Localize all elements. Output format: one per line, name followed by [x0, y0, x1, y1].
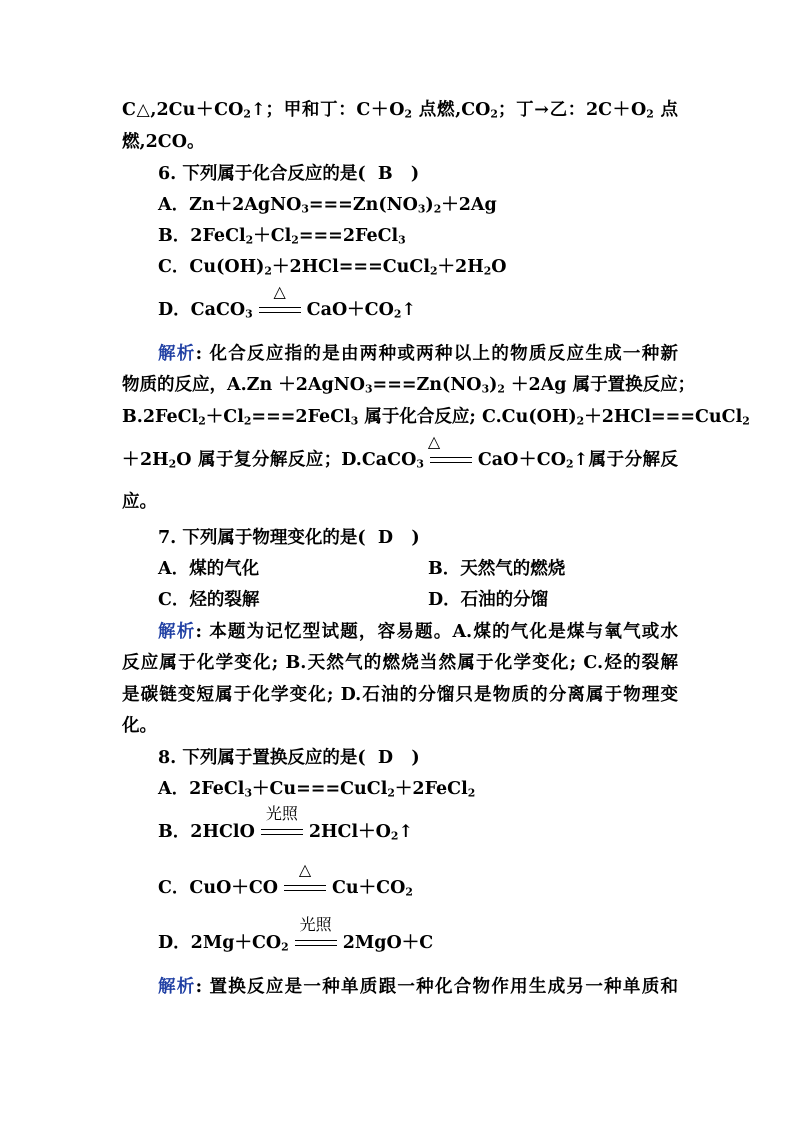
continuation-line-1: $C\triangle,2Cu+CO_2↑$；甲和丁：$C+O_2$ 点燃$,CO_2$；丁→乙：$2C+O_2$ 点 — [122, 100, 679, 121]
heat-condition-arrow: △ — [282, 879, 328, 893]
question-6-answer: B — [377, 164, 393, 184]
heat-condition-arrow: △ — [428, 451, 474, 465]
question-7-stem: 7. 下列属于物理变化的是( D ) — [158, 528, 420, 548]
question-6-option-d: D．CaCO$_3$ △ $CaO+CO_2↑$ — [158, 282, 417, 321]
question-8-answer: D — [377, 748, 394, 768]
analysis-6-line-3: $B.2FeCl_2+Cl_2===2FeCl_3$ 属于化合反应; $C.Cu(OH)_2+2HCl===CuCl_2$ — [122, 407, 750, 428]
question-7-option-a: A．煤的气化 — [158, 559, 260, 579]
analysis-6-line-4: $+2H_2O$ 属于复分解反应；D.CaCO$_3$ △ $CaO+CO_2↑$属于分解反 — [122, 432, 678, 471]
question-8-option-a: A．2FeCl$_3$＋Cu===CuCl$_2$＋2FeCl$_2$ — [158, 779, 476, 800]
question-7-answer: D — [377, 528, 394, 548]
analysis-label: 解析 — [158, 622, 196, 642]
question-7-option-b: B．天然气的燃烧 — [428, 559, 566, 579]
question-7-option-c: C．烃的裂解 — [158, 590, 260, 610]
question-6-option-c: C．$Cu(OH)_2+2HCl===CuCl_2+2H_2O$ — [158, 257, 507, 278]
analysis-8-line-1: 解析: 置换反应是一种单质跟一种化合物作用生成另一种单质和 — [158, 977, 678, 997]
question-8-option-b: B．2HClO 光照 $2HCl+O_2↑$ — [158, 804, 414, 843]
question-6-option-a: A．$Zn+2AgNO_3===Zn(NO_3)_2+2Ag$ — [158, 195, 497, 216]
question-8-option-d: D．$2Mg+CO_2$ 光照 2MgO＋C — [158, 915, 434, 954]
question-8-stem: 8. 下列属于置换反应的是( D ) — [158, 748, 420, 768]
analysis-7-line-2: 反应属于化学变化; B.天然气的燃烧当然属于化学变化; C.烃的裂解 — [122, 653, 678, 673]
analysis-7-line-4: 化。 — [122, 716, 157, 736]
analysis-6-line-2: 物质的反应，$A.Zn +2AgNO_3===Zn(NO_3)_2 +2Ag$ 属于置换反应； — [122, 375, 696, 396]
question-8-option-c: C．CuO＋CO △ $Cu+CO_2$ — [158, 860, 413, 899]
heat-condition-arrow: △ — [257, 301, 303, 315]
analysis-6-line-5: 应。 — [122, 492, 157, 512]
light-condition-arrow: 光照 — [259, 823, 305, 837]
analysis-7-line-1: 解析: 本题为记忆型试题，容易题。A.煤的气化是煤与氧气或水 — [158, 622, 678, 642]
question-6-option-b: B．$2FeCl_2+Cl_2===2FeCl_3$ — [158, 226, 406, 247]
question-7-option-d: D．石油的分馏 — [428, 590, 549, 610]
light-condition-arrow: 光照 — [293, 934, 339, 948]
analysis-6-line-1: 解析: 化合反应指的是由两种或两种以上的物质反应生成一种新 — [158, 344, 678, 364]
question-6-stem: 6. 下列属于化合反应的是( B ) — [158, 164, 420, 184]
analysis-7-line-3: 是碳链变短属于化学变化; D.石油的分馏只是物质的分离属于物理变 — [122, 685, 678, 705]
analysis-label: 解析 — [158, 344, 196, 364]
continuation-line-2: 燃,2CO。 — [122, 132, 205, 152]
analysis-label: 解析 — [158, 977, 196, 997]
